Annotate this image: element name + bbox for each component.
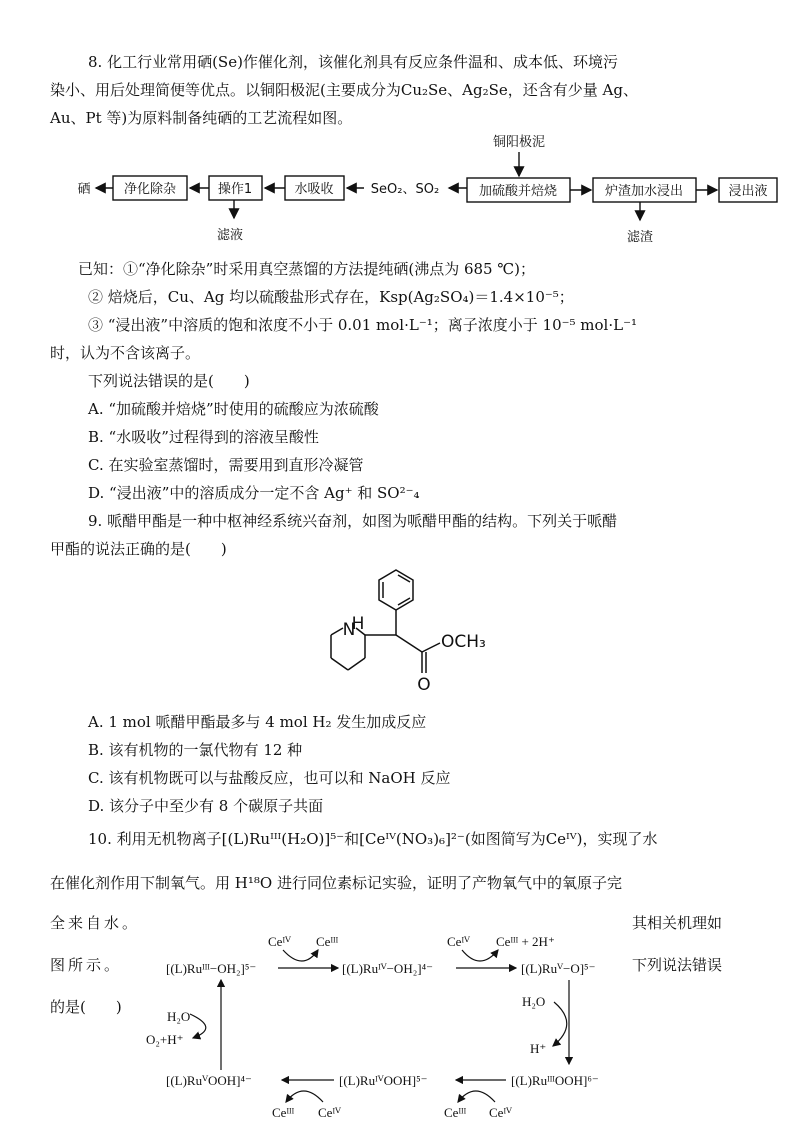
q8-known2: ② 焙烧后，Cu、Ag 均以硫酸盐形式存在，Ksp(Ag₂SO₄)＝1.4×10⁻⁵； bbox=[88, 288, 574, 306]
box-op1-label: 操作1 bbox=[217, 182, 253, 197]
mech-s3: [(L)Ruⱽ−O]⁵⁻ bbox=[521, 961, 596, 976]
box-roast-label: 加硫酸并焙烧 bbox=[478, 184, 558, 199]
struct-h-label: H bbox=[351, 614, 365, 634]
q9-line2: 甲酯的说法正确的是( ) bbox=[50, 540, 227, 558]
mech-left-h2o: H₂O bbox=[167, 1009, 191, 1024]
q10-line2: 在催化剂作用下制氧气。用 H¹⁸O 进行同位素标记实验，证明了产物氧气中的氧原子完 bbox=[50, 874, 622, 892]
mech-top1-ce3: Ceᴵᴵᴵ bbox=[316, 934, 339, 949]
q8-option-c: C. 在实验室蒸馏时，需要用到直形冷凝管 bbox=[88, 456, 364, 474]
q8-option-d: D. “浸出液”中的溶质成分一定不含 Ag⁺ 和 SO²⁻₄ bbox=[88, 484, 420, 502]
mech-s4: [(L)RuᴵᴵᴵOOH]⁶⁻ bbox=[511, 1073, 599, 1088]
mech-s1: [(L)Ruᴵᴵᴵ−OH₂]⁵⁻ bbox=[166, 961, 257, 976]
mech-curve-top2 bbox=[462, 950, 498, 961]
flow-filtrate-label: 滤液 bbox=[216, 228, 244, 243]
mech-right-hplus: H⁺ bbox=[530, 1041, 547, 1056]
struct-o-label: O bbox=[417, 675, 431, 695]
q8-stem: 下列说法错误的是( ) bbox=[88, 372, 250, 390]
struct-n-label: N bbox=[342, 620, 356, 640]
mech-s5: [(L)RuᴵⱽOOH]⁵⁻ bbox=[339, 1073, 428, 1088]
mech-bot2-ce3: Ceᴵᴵᴵ bbox=[272, 1105, 295, 1120]
box-purify-label: 净化除杂 bbox=[123, 182, 177, 197]
q8-line2: 染小、用后处理简便等优点。以铜阳极泥(主要成分为Cu₂Se、Ag₂Se，还含有少量 Ag、 bbox=[50, 81, 638, 99]
mechanism-cycle-diagram bbox=[0, 920, 794, 1120]
q8-known3: ③ “浸出液”中溶质的饱和浓度不小于 0.01 mol·L⁻¹；离子浓度小于 10⁻⁵ mol·L⁻¹ bbox=[88, 316, 638, 334]
mech-right-h2o: H₂O bbox=[522, 994, 546, 1009]
q8-option-a: A. “加硫酸并焙烧”时使用的硫酸应为浓硫酸 bbox=[88, 400, 379, 418]
mech-curve-top1 bbox=[283, 950, 318, 961]
q10-line4-right: 下列说法错误 bbox=[632, 956, 723, 974]
methylphenidate-structure bbox=[0, 565, 794, 705]
mech-s6: [(L)RuⱽOOH]⁴⁻ bbox=[166, 1073, 252, 1088]
box-water-absorb-label: 水吸收 bbox=[294, 182, 334, 197]
q8-known3-cont: 时，认为不含该离子。 bbox=[50, 344, 201, 362]
q10-line5-left: 的是( ) bbox=[50, 998, 122, 1016]
mech-bot1-ce4: Ceᴵⱽ bbox=[489, 1105, 512, 1120]
q8-option-b: B. “水吸收”过程得到的溶液呈酸性 bbox=[88, 428, 319, 446]
q9-option-a: A. 1 mol 哌醋甲酯最多与 4 mol H₂ 发生加成反应 bbox=[88, 713, 427, 731]
q9-option-c: C. 该有机物既可以与盐酸反应，也可以和 NaOH 反应 bbox=[88, 769, 451, 787]
q10-line3-left: 全来自水。 bbox=[50, 914, 141, 932]
mech-curve-bot1 bbox=[458, 1091, 495, 1102]
flow-product-label: 硒 bbox=[77, 182, 91, 197]
q9-option-b: B. 该有机物的一氯代物有 12 种 bbox=[88, 741, 303, 759]
q9-option-d: D. 该分子中至少有 8 个碳原子共面 bbox=[88, 797, 324, 815]
q10-line1: 10. 利用无机物离子[(L)Ruᴵᴵᴵ(H₂O)]⁵⁻和[Ceᴵⱽ(NO₃)₆]²⁻(如图简写为Ceᴵⱽ)，实现了水 bbox=[88, 830, 658, 848]
q10-line4-left: 图所示。 bbox=[50, 956, 123, 974]
mech-top1-ce4: Ceᴵⱽ bbox=[268, 934, 291, 949]
box-leach-label: 炉渣加水浸出 bbox=[604, 184, 684, 199]
mech-curve-bot2 bbox=[286, 1091, 323, 1102]
q8-known1: 已知：①“净化除杂”时采用真空蒸馏的方法提纯硒(沸点为 685 ℃)； bbox=[78, 260, 535, 278]
q8-line1: 8. 化工行业常用硒(Se)作催化剂，该催化剂具有反应条件温和、成本低、环境污 bbox=[88, 53, 618, 71]
flow-residue-label: 滤渣 bbox=[626, 230, 654, 245]
box-leachate-label: 浸出液 bbox=[728, 184, 768, 199]
mech-s2: [(L)Ruᴵⱽ−OH₂]⁴⁻ bbox=[342, 961, 433, 976]
q9-line1: 9. 哌醋甲酯是一种中枢神经系统兴奋剂，如图为哌醋甲酯的结构。下列关于哌醋 bbox=[88, 512, 618, 530]
flow-source-label: 铜阳极泥 bbox=[492, 135, 546, 150]
mech-left-o2h: O₂+H⁺ bbox=[146, 1032, 184, 1047]
struct-och3-label: OCH₃ bbox=[441, 632, 486, 652]
q10-line3-right: 其相关机理如 bbox=[632, 914, 723, 932]
mech-curve-left bbox=[190, 1014, 206, 1038]
process-flow-diagram bbox=[0, 130, 794, 250]
mech-bot1-ce3: Ceᴵᴵᴵ bbox=[444, 1105, 467, 1120]
mech-top2-ce3h: Ceᴵᴵᴵ + 2H⁺ bbox=[496, 934, 555, 949]
flow-gas-label: SeO₂、SO₂ bbox=[370, 182, 440, 197]
mech-top2-ce4: Ceᴵⱽ bbox=[447, 934, 470, 949]
q8-line3: Au、Pt 等)为原料制备纯硒的工艺流程如图。 bbox=[50, 109, 353, 127]
mech-bot2-ce4: Ceᴵⱽ bbox=[318, 1105, 341, 1120]
mech-curve-right bbox=[553, 1002, 567, 1046]
